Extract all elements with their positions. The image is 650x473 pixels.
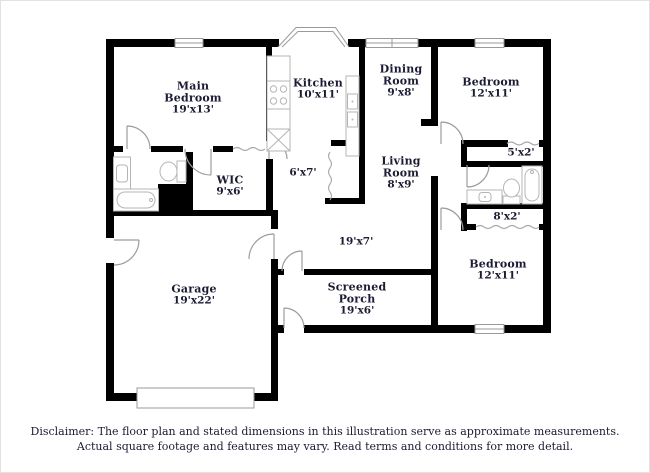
room-dims: 19'x13' [172, 103, 214, 116]
room-name: Screened Porch [327, 280, 387, 306]
garage-door [137, 388, 254, 408]
room-name: Living Room [381, 154, 421, 180]
disclaimer-line-1: Disclaimer: The floor plan and stated dimensions in this illustration serve as approximate measurements. [30, 425, 620, 438]
door-side-entry-garage [114, 240, 139, 265]
toilet-right [503, 179, 520, 204]
room-label-screened-porch [325, 281, 389, 316]
window-bedroom-top-right [475, 39, 504, 48]
room-label-closet-top-right [507, 147, 534, 158]
room-label-closet-mid-right [493, 211, 520, 222]
window-dining [366, 39, 418, 48]
door-hall-to-garage [249, 234, 274, 259]
room-name: Kitchen [293, 76, 343, 90]
shower-block [158, 184, 187, 211]
room-label-main-bedroom [162, 80, 224, 115]
room-dims: 19'x7' [338, 235, 374, 248]
door-bedroom-top-right [441, 122, 463, 144]
room-dims: 6'x7' [289, 166, 317, 179]
sink-vanity-right [467, 190, 502, 204]
closet-8x2-rod [476, 226, 539, 229]
bathtub-left [114, 189, 159, 211]
room-name: Dining Room [379, 62, 423, 88]
room-label-wic [216, 174, 243, 197]
room-label-garage [171, 283, 216, 306]
room-name: WIC [216, 173, 244, 187]
room-dims: 10'x11' [297, 88, 339, 101]
door-bathroom-right [467, 165, 489, 187]
window-main-bedroom [175, 39, 203, 48]
room-label-kitchen [293, 77, 343, 100]
door-bathroom-left [127, 126, 150, 149]
room-name: Bedroom [462, 75, 520, 89]
room-name: Garage [171, 282, 217, 296]
disclaimer-text [1, 424, 649, 455]
window-bedroom-bottom-right [475, 325, 504, 334]
room-dims: 8'x2' [493, 210, 521, 223]
room-dims: 19'x6' [339, 304, 375, 317]
bay-window [278, 28, 349, 48]
room-dims: 19'x22' [173, 294, 215, 307]
closet-5x2-rod [507, 142, 539, 145]
room-label-dining-room [376, 63, 426, 98]
room-dims: 9'x8' [387, 86, 415, 99]
room-label-bedroom-bottom-right [469, 258, 527, 281]
room-label-living-room [376, 155, 426, 190]
disclaimer-line-2: Actual square footage and features may vary. Read terms and conditions for more detail. [76, 440, 574, 454]
room-name: Main Bedroom [164, 79, 222, 105]
room-dims: 8'x9' [387, 178, 415, 191]
room-dims: 5'x2' [507, 146, 535, 159]
door-bedroom-bottom-right [441, 208, 463, 230]
wic-closet-rod [233, 148, 265, 151]
room-label-hall-long [339, 236, 374, 247]
kitchen-counter-right [346, 76, 359, 156]
kitchen-counter-left [267, 56, 290, 151]
room-dims: 12'x11' [477, 269, 519, 282]
room-dims: 9'x6' [216, 185, 244, 198]
bathtub-right [522, 166, 542, 204]
door-hall-to-porch [282, 251, 302, 271]
room-name: Bedroom [469, 257, 527, 271]
sink-vanity-left [114, 157, 131, 190]
pantry-closet-rod [329, 152, 332, 200]
floor-plan-drawing [1, 1, 650, 473]
toilet-left [160, 161, 186, 182]
door-porch-exit [284, 308, 304, 328]
room-dims: 12'x11' [470, 87, 512, 100]
room-label-hall-small [289, 167, 316, 178]
room-label-bedroom-top-right [462, 76, 520, 99]
